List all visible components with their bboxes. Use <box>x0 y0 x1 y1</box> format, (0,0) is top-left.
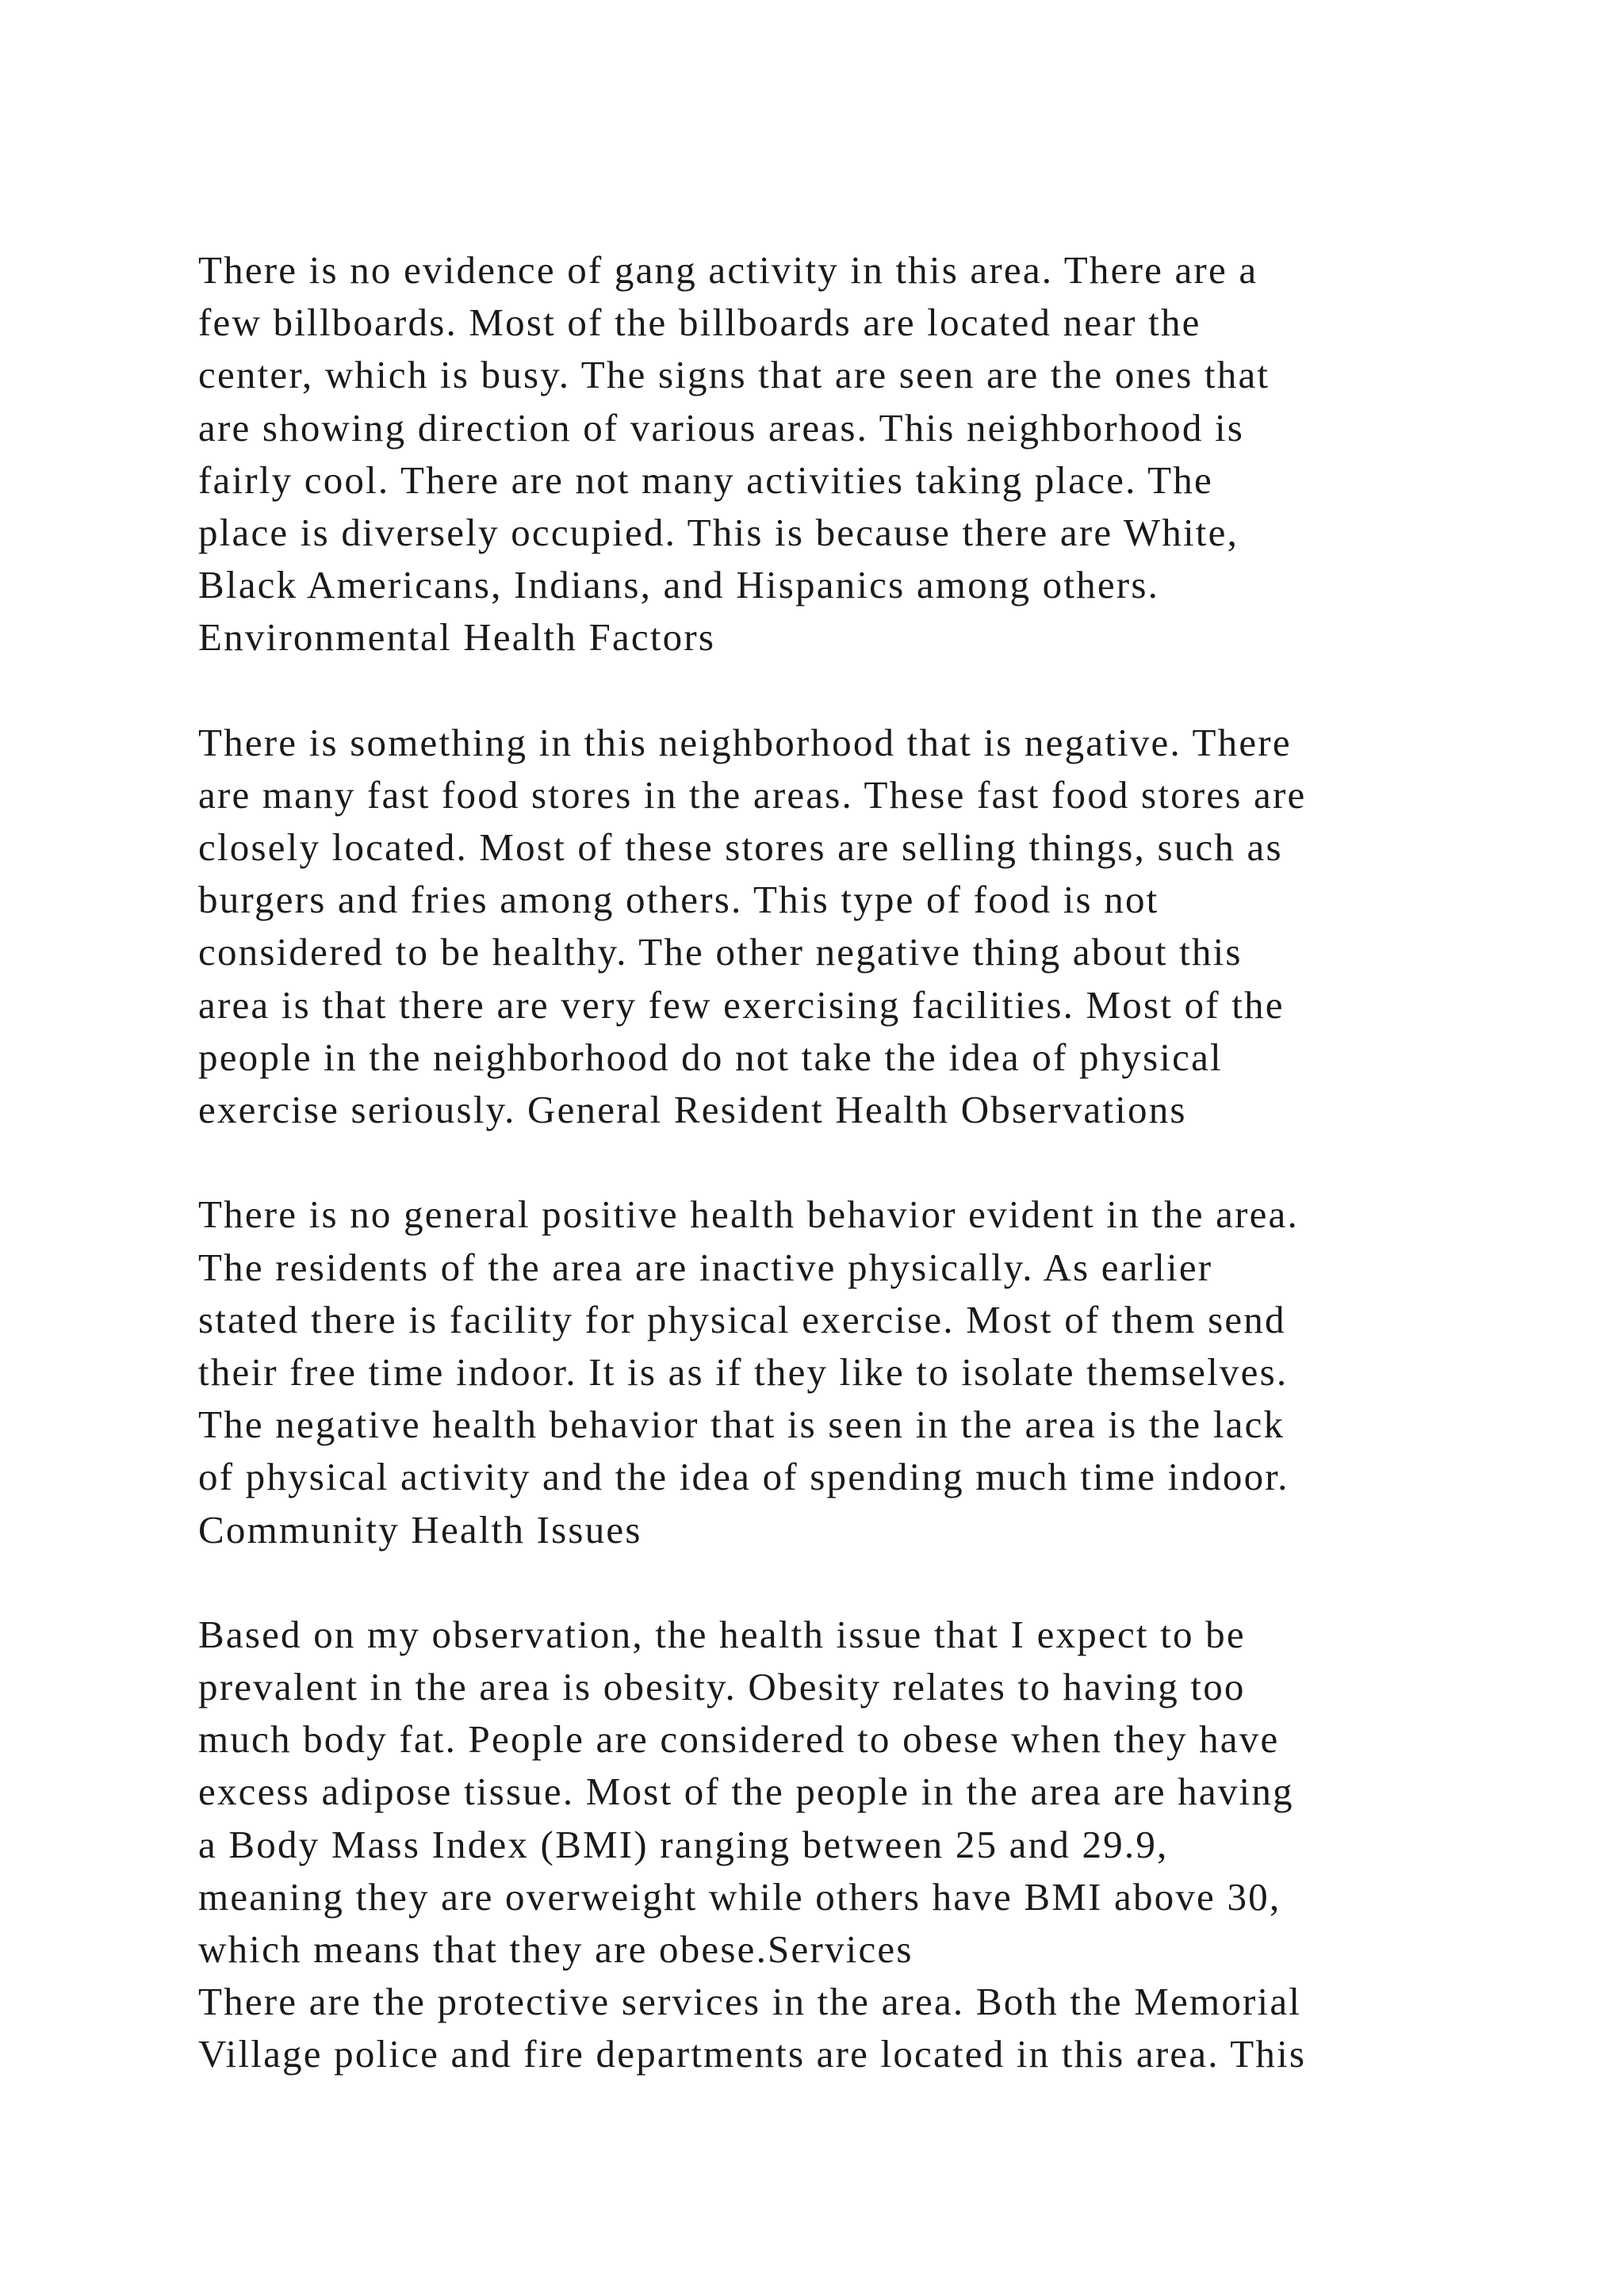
text-line: exercise seriously. General Resident Health Observations <box>198 1088 1187 1131</box>
text-line: Village police and fire departments are located in this area. This <box>198 2032 1307 2076</box>
text-line: The negative health behavior that is seen in the area is the lack <box>198 1402 1285 1447</box>
text-line: area is that there are very few exercising facilities. Most of the <box>198 982 1285 1027</box>
text-line: their free time indoor. It is as if they like to isolate themselves. <box>198 1349 1289 1394</box>
text-line: center, which is busy. The signs that are seen are the ones that <box>198 353 1270 397</box>
text-line: There is no general positive health behavior evident in the area. <box>198 1192 1299 1237</box>
text-line: burgers and fries among others. This type of food is not <box>198 878 1159 922</box>
text-line: prevalent in the area is obesity. Obesity relates to having too <box>198 1665 1246 1709</box>
text-line: There is no evidence of gang activity in this area. There are a <box>198 248 1258 292</box>
text-line: much body fat. People are considered to obese when they have <box>198 1717 1280 1762</box>
text-line: Community Health Issues <box>198 1507 642 1552</box>
text-line: Black Americans, Indians, and Hispanics among others. <box>198 563 1160 607</box>
paragraph-gap <box>198 664 1499 717</box>
text-line: fairly cool. There are not many activities taking place. The <box>198 457 1213 502</box>
text-line: few billboards. Most of the billboards are located near the <box>198 300 1201 345</box>
paragraph-gap <box>198 1556 1499 1609</box>
document-body-text <box>198 244 1499 2081</box>
text-line: stated there is facility for physical exercise. Most of them send <box>198 1297 1286 1341</box>
text-line: a Body Mass Index (BMI) ranging between 25 and 29.9, <box>198 1822 1169 1866</box>
text-line: which means that they are obese.Services <box>198 1927 914 1971</box>
text-line: Environmental Health Factors <box>198 615 716 660</box>
text-line: of physical activity and the idea of spending much time indoor. <box>198 1455 1289 1499</box>
text-line: place is diversely occupied. This is because there are White, <box>198 510 1239 554</box>
text-line: There are the protective services in the area. Both the Memorial <box>198 1980 1302 2024</box>
text-line: There is something in this neighborhood that is negative. There <box>198 720 1292 764</box>
text-line: The residents of the area are inactive physically. As earlier <box>198 1245 1213 1289</box>
text-line: closely located. Most of these stores are selling things, such as <box>198 825 1283 870</box>
text-line: considered to be healthy. The other negative thing about this <box>198 930 1243 974</box>
paragraph-gap <box>198 1136 1499 1188</box>
text-line: meaning they are overweight while others have BMI above 30, <box>198 1874 1281 1919</box>
text-line: Based on my observation, the health issue that I expect to be <box>198 1612 1246 1656</box>
text-line: are many fast food stores in the areas. These fast food stores are <box>198 772 1307 817</box>
text-line: people in the neighborhood do not take the idea of physical <box>198 1035 1223 1079</box>
text-line: excess adipose tissue. Most of the people in the area are having <box>198 1770 1294 1814</box>
text-line: are showing direction of various areas. This neighborhood is <box>198 405 1245 450</box>
